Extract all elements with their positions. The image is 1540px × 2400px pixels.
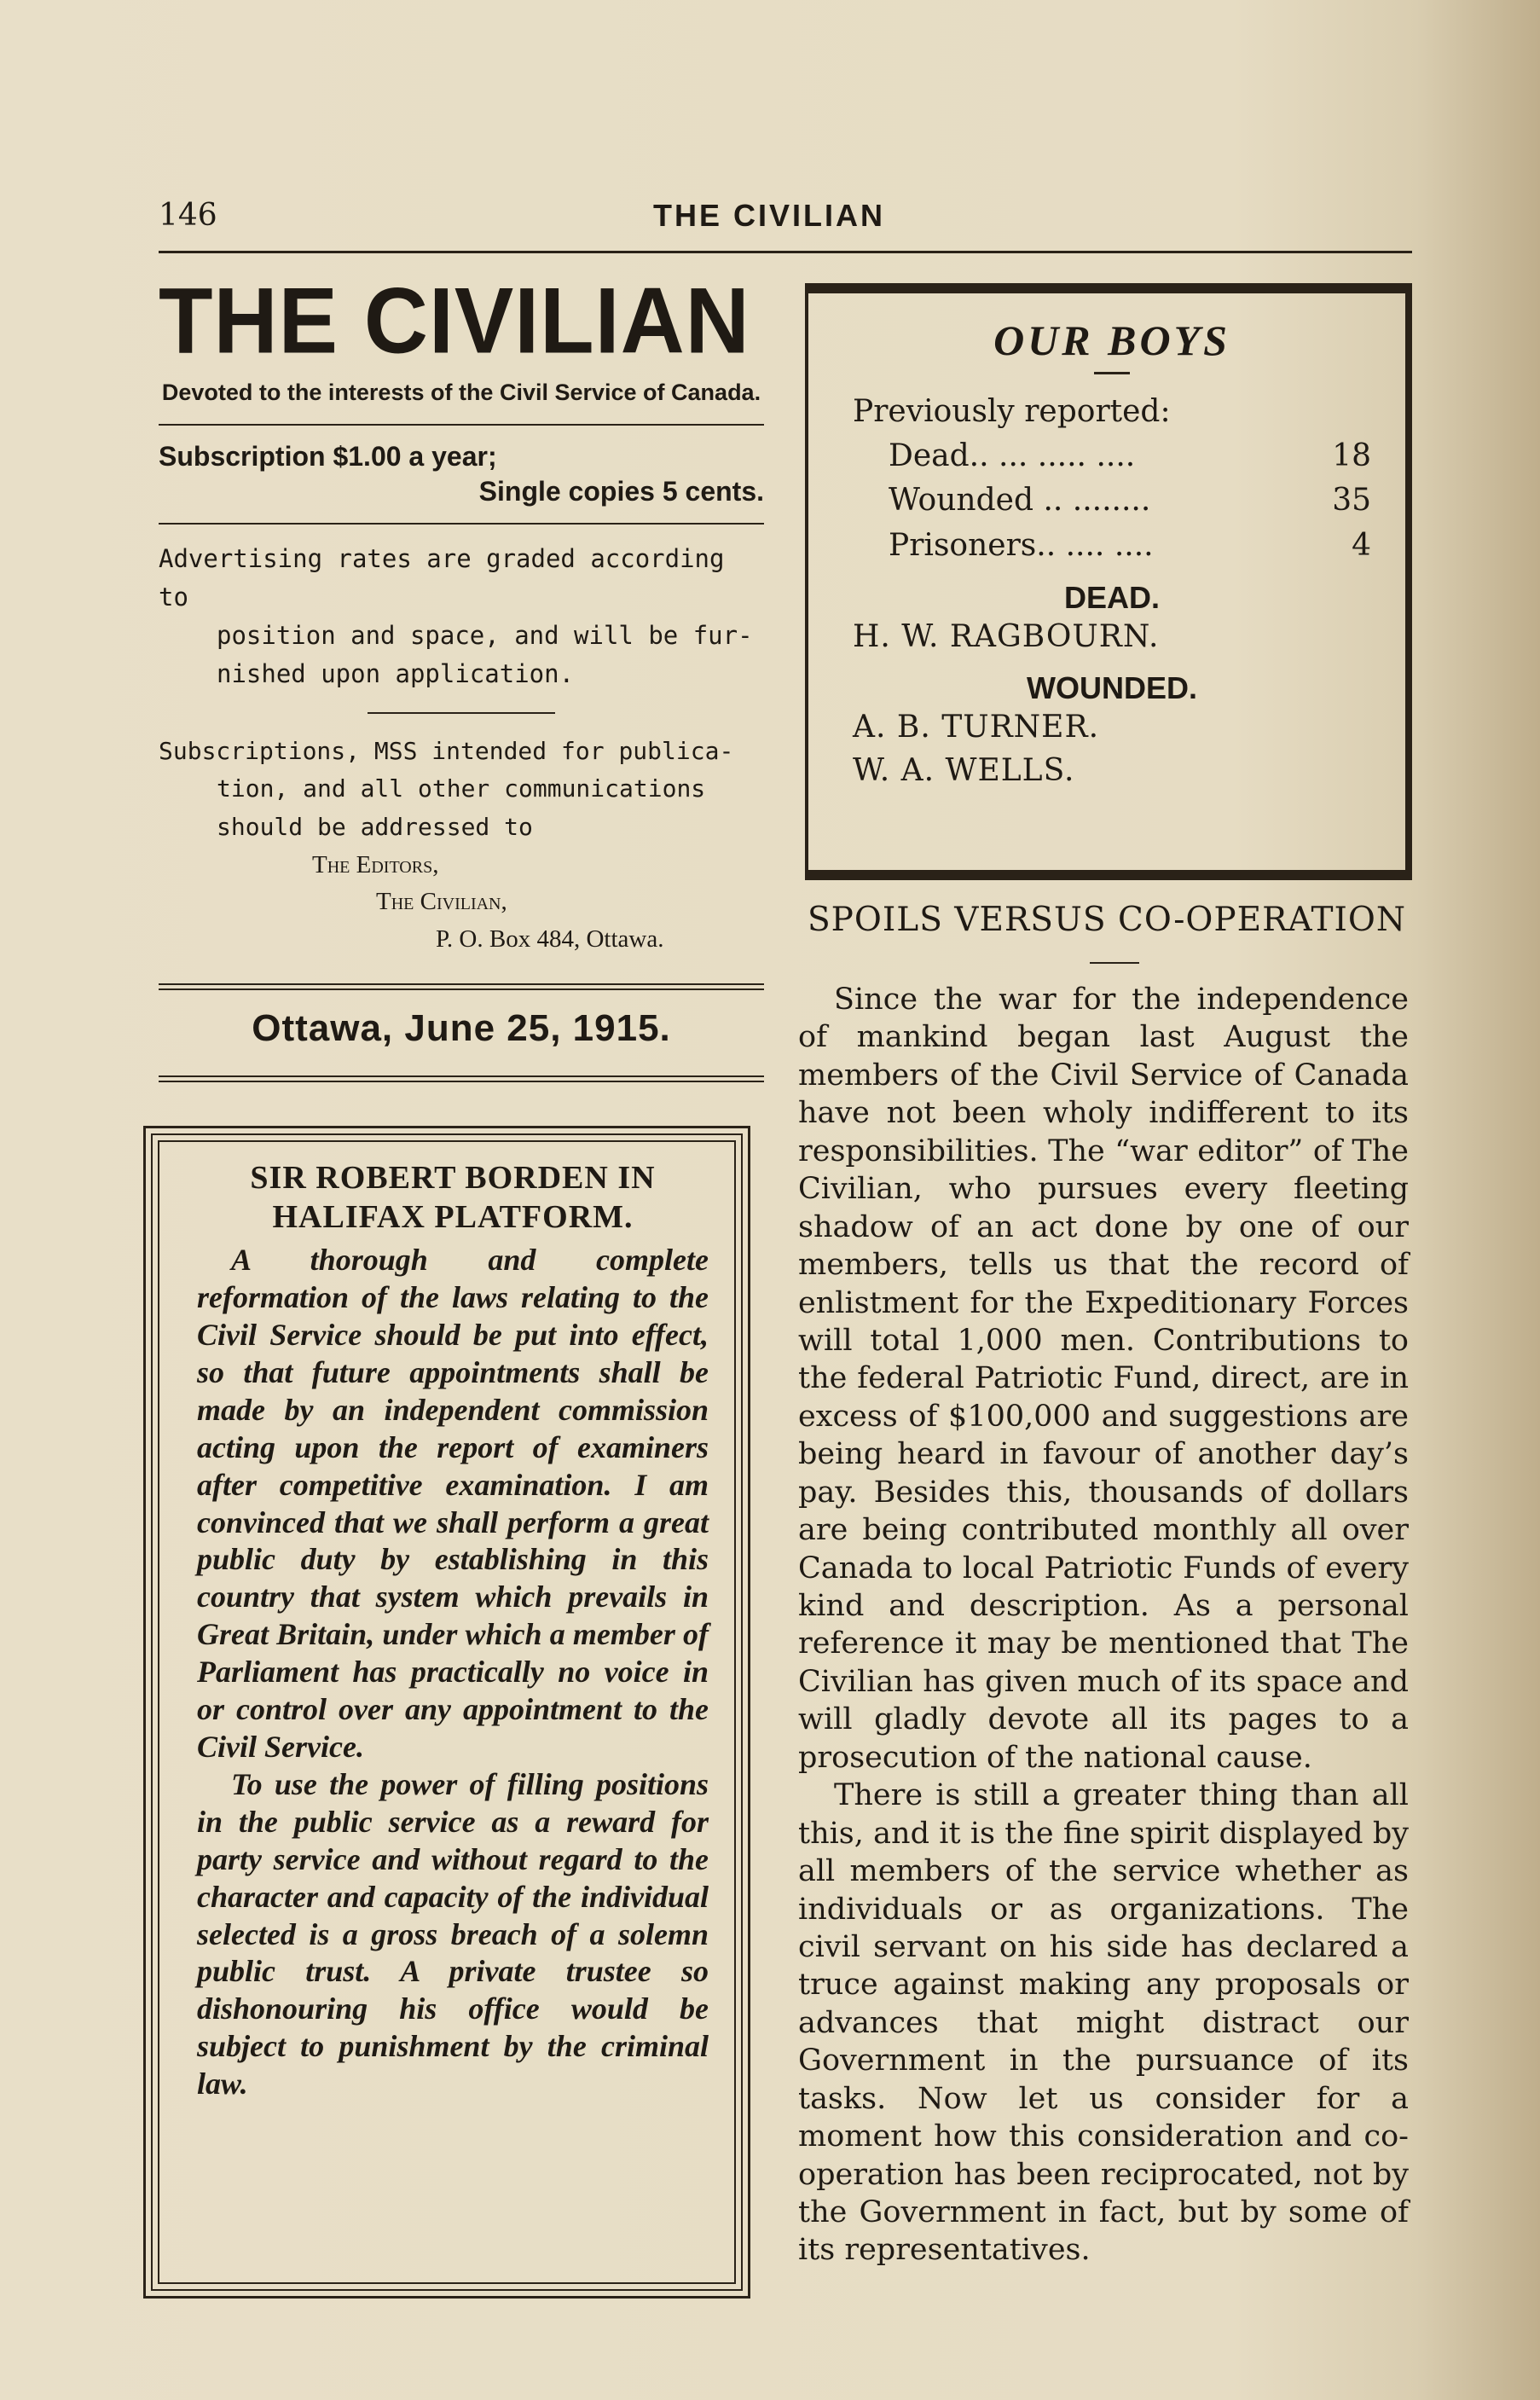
- advertising-line: position and space, and will be fur-: [217, 620, 753, 650]
- divider: [368, 712, 555, 714]
- divider: [1094, 372, 1130, 374]
- our-boys-title: OUR BOYS: [993, 316, 1230, 364]
- wounded-name: A. B. TURNER.: [853, 710, 1100, 745]
- divider: [159, 523, 764, 525]
- stat-label: Dead.. ... ..... ....: [889, 438, 1136, 474]
- address-line: P. O. Box 484, Ottawa.: [436, 925, 664, 953]
- quote-paragraph: To use the power of filling positions in the public service as a reward for party service and without regard to the character and capacity of the individual selected is a gross breach of a solemn public trust. A private trustee so dishonouring his office would be subject to punishment by the criminal law.: [197, 1766, 709, 2101]
- stat-value: 18: [1332, 438, 1371, 474]
- our-boys-box: [805, 283, 1412, 880]
- masthead-column: [159, 270, 764, 1099]
- header-rule: [159, 251, 1412, 253]
- wounded-name: W. A. WELLS.: [853, 752, 1075, 788]
- quote-title: SIR ROBERT BORDEN IN HALIFAX PLATFORM.: [250, 1160, 656, 1235]
- single-copy-price: Single copies 5 cents.: [478, 475, 764, 507]
- double-divider: [159, 983, 764, 990]
- page-number: 146: [159, 198, 217, 233]
- stat-value: 35: [1332, 483, 1371, 519]
- subscriptions-line: should be addressed to: [217, 813, 533, 842]
- previously-reported: Previously reported:: [853, 394, 1171, 429]
- stat-row-prisoners: [853, 524, 1371, 568]
- subscriptions-line: tion, and all other communications: [217, 774, 706, 803]
- stat-row-dead: [853, 434, 1371, 478]
- masthead-devoted: Devoted to the interests of the Civil Service of Canada.: [161, 380, 761, 406]
- stat-label: Prisoners.. .... ....: [889, 527, 1154, 563]
- article-title: SPOILS VERSUS CO-OPERATION: [807, 901, 1407, 939]
- advertising-line: Advertising rates are graded according to: [159, 543, 725, 612]
- subscriptions-line: Subscriptions, MSS intended for publica-: [159, 736, 734, 765]
- dateline: Ottawa, June 25, 1915.: [252, 1007, 671, 1050]
- double-divider: [159, 1075, 764, 1082]
- divider: [159, 424, 764, 426]
- quote-content: [158, 1140, 736, 2284]
- dead-name: H. W. RAGBOURN.: [853, 618, 1160, 654]
- address-line: The Civilian,: [376, 888, 507, 916]
- borden-quote-box: [143, 1126, 750, 2299]
- wounded-heading: WOUNDED.: [1027, 670, 1197, 706]
- address-line: The Editors,: [312, 850, 439, 878]
- stat-value: 4: [1352, 527, 1371, 563]
- divider: [1090, 962, 1139, 964]
- stat-label: Wounded .. ........: [889, 483, 1151, 519]
- advertising-notice: [159, 540, 764, 693]
- running-head: [159, 194, 1412, 237]
- subscription-price: Subscription $1.00 a year;: [159, 440, 497, 472]
- subscriptions-notice: [159, 733, 764, 847]
- stat-row-wounded: [853, 478, 1371, 523]
- article-paragraph: There is still a greater thing than all this, and it is the fine spirit displayed by all members of the service whether as individuals or as organizations. The civil servant on his side has declared a truce against making any proposals or advances that might distract our Government in the pursuance of its tasks. Now let us consider for a moment how this consideration and co-operation has been reciprocated, not by the Government in fact, but by some of its representatives.: [798, 1778, 1409, 2268]
- editors-address: [159, 847, 764, 959]
- article-paragraph: Since the war for the independence of mankind began last August the members of the Civil Service of Canada have not been wholy indifferent to its responsibilities. The “war editor” of The Civilian, who pursues every fleeting shadow of an act done by one of our members, tells us that the record of enlistment for the Expeditionary Forces will total 1,000 men. Contributions to the federal Patriotic Fund, direct, are in excess of $100,000 and suggestions are being heard in favour of another day’s pay. Besides this, thousands of dollars are being contributed monthly all over Canada to local Patriotic Funds of every kind and description. As a personal reference it may be mentioned that The Civilian has given much of its space and will gladly devote all its pages to a prosecution of the national cause.: [798, 983, 1409, 1775]
- running-title: THE CIVILIAN: [653, 198, 886, 233]
- article-body: [798, 981, 1409, 2270]
- dead-heading: DEAD.: [1063, 579, 1160, 615]
- quote-frame: [151, 1133, 743, 2291]
- quote-paragraph: A thorough and complete reformation of the laws relating to the Civil Service should be put into effect, so that future appointments shall be made by an independent commission acting upon the report of examiners after competitive examination. I am convinced that we shall perform a great public duty by establishing in this country that system which prevails in Great Britain, under which a member of Parliament has practically no voice in or control over any appointment to the Civil Service.: [197, 1243, 709, 1764]
- masthead-title: THE CIVILIAN: [159, 270, 750, 374]
- advertising-line: nished upon application.: [217, 658, 575, 688]
